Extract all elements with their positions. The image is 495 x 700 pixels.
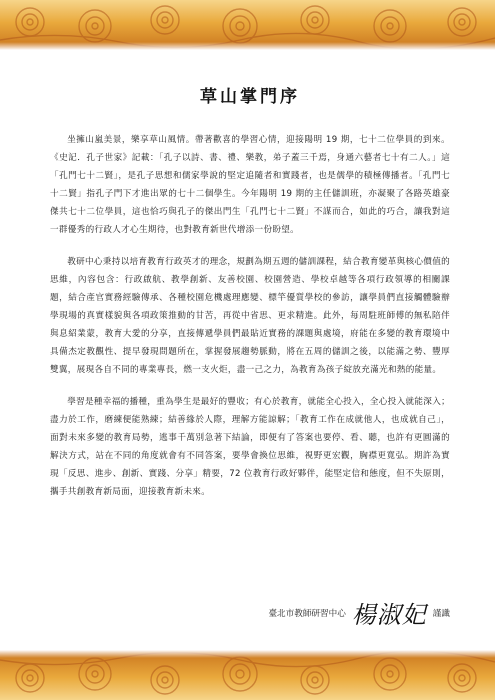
bottom-decorative-border <box>0 650 495 700</box>
signature-organization: 臺北市教師研習中心 <box>268 608 346 619</box>
signature-block <box>268 595 450 630</box>
paragraph-3: 學習是種幸福的播種，重為學生是最好的豐收；有心於教育，就能全心投入，全心投入就能深入；盡力於工作，磨練便能熟練；結善緣於人際，理解方能諒解；「教育工作在成就他人，也成就自己」，面對未來多變的教育局勢，逃事千萬別急著下結論，即便有了答案也要停、看、聽，也許有更圓滿的解決方式，站在不同的角度就會有不同答案，要學會換位思維，視野更宏觀，胸襟更寬弘。期許為實現「反思、進步、創新、實踐、分享」精要，72 位教育行政好夥伴，能堅定信和態度，但不失原則，攜手共創教育新局面，迎接教育新未來。 <box>50 397 450 497</box>
signature-suffix: 謹識 <box>432 608 450 619</box>
top-decorative-border <box>0 0 495 50</box>
signature-name: 楊淑妃 <box>351 601 427 629</box>
page-title: 草山掌門序 <box>200 87 300 107</box>
paragraph-1: 坐擁山嵐美景，樂享草山風情。帶著歡喜的學習心情，迎接陽明 19 期，七十二位學員的到來。《史記．孔子世家》記載：「孔子以詩、書、禮、樂教，弟子蓋三千焉，身通六藝者七十有二人。」這「孔門七十二賢」，是孔子思想和儒家學說的堅定追隨者和實踐者，也是儒學的積極傳播者。「孔門七十二賢」指孔子門下才進出眾的七十二個學生。今年陽明 19 期的主任儲訓班，亦凝聚了各路英雄豪傑共七十二位學員，這也恰巧與孔子的傑出門生「孔門七十二賢」不謀而合，如此的巧合，讓我對這一群優秀的行政人才心生期待，也對教育新世代增添一份盼望。 <box>50 135 450 235</box>
paragraph-2: 教研中心秉持以培育教育行政英才的理念，規劃為期五週的儲訓課程，結合教育變革與核心價值的思維，內容包含：行政啟航、教學創新、友善校園、校園營造、學校卓越等各項行政領導的相關課題，結合產官實務經驗傳承、各種校園危機處理應變、標竿優質學校的參訪，讓學員們直接觸體驗辦學現場的真實樣貌與各項政策推動的甘苦，再從中省思、更求精進。此外，每周駐班師傅的無私陪伴與息紹業蒙，教育大愛的分享，直接傳遞學員們最貼近實務的課題與處境，府能在多變的教育環境中具備杰定教觀性、提早發現問題所在，掌握發展趨勢脈動，將在五周的儲訓之後，以能滿之勢、豐厚雙翼，展現各自不同的專業專長，燃一支火炬，盡一己之力，為教育為孩子綻放充滿光和熱的能量。 <box>50 257 450 375</box>
preface-content <box>50 60 450 640</box>
